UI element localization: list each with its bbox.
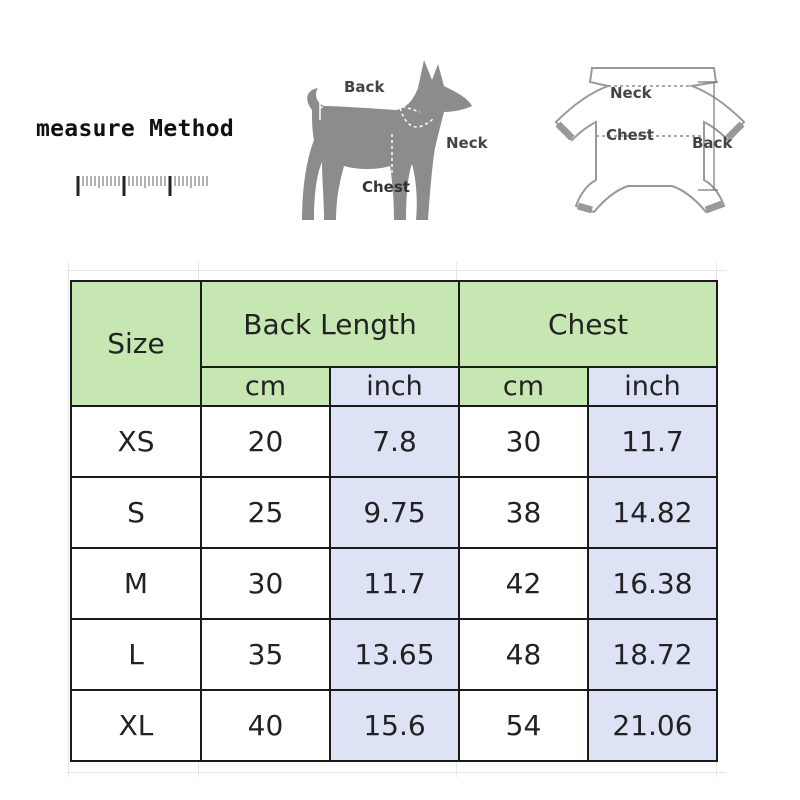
chest-inch-cell: 14.82: [588, 477, 717, 548]
dog-chest-label: Chest: [362, 178, 410, 196]
chest-cm-cell: 30: [459, 406, 588, 477]
table-row: [71, 477, 717, 548]
back-cm-cell: 30: [201, 548, 330, 619]
table-row: [71, 690, 717, 761]
chest-cm-cell: 48: [459, 619, 588, 690]
grid-line: [68, 262, 69, 777]
table-row: [71, 619, 717, 690]
dog-neck-label: Neck: [446, 134, 488, 152]
suit-measure-diagram: [548, 60, 748, 230]
chest-inch-cell: 21.06: [588, 690, 717, 761]
back-inch-cell: 9.75: [330, 477, 459, 548]
size-cell: XL: [71, 690, 201, 761]
back-inch-cell: 13.65: [330, 619, 459, 690]
chest-inch-cell: 11.7: [588, 406, 717, 477]
suit-neck-label: Neck: [610, 84, 652, 102]
size-header: Size: [71, 281, 201, 406]
chest-cm-cell: 42: [459, 548, 588, 619]
unit-header-back-cm: cm: [201, 367, 330, 406]
back-cm-cell: 35: [201, 619, 330, 690]
suit-back-label: Back: [692, 134, 733, 152]
size-cell: S: [71, 477, 201, 548]
size-cell: XS: [71, 406, 201, 477]
measure-method-title: measure Method: [36, 116, 235, 142]
chest-cm-cell: 54: [459, 690, 588, 761]
chest-inch-cell: 18.72: [588, 619, 717, 690]
suit-chest-label: Chest: [606, 126, 654, 144]
back-cm-cell: 25: [201, 477, 330, 548]
unit-header-back-inch: inch: [330, 367, 459, 406]
grid-line: [66, 270, 726, 271]
table-row: [71, 548, 717, 619]
unit-header-chest-inch: inch: [588, 367, 717, 406]
back-length-header: Back Length: [201, 281, 459, 367]
chest-inch-cell: 16.38: [588, 548, 717, 619]
size-chart-table: [70, 280, 718, 762]
back-inch-cell: 11.7: [330, 548, 459, 619]
chest-header: Chest: [459, 281, 717, 367]
table-header-row: [71, 281, 717, 367]
back-cm-cell: 20: [201, 406, 330, 477]
ruler-icon: [76, 168, 212, 198]
size-cell: M: [71, 548, 201, 619]
measure-method-section: [0, 0, 800, 260]
back-cm-cell: 40: [201, 690, 330, 761]
table-row: [71, 406, 717, 477]
back-inch-cell: 7.8: [330, 406, 459, 477]
grid-line: [66, 772, 726, 773]
size-cell: L: [71, 619, 201, 690]
chest-cm-cell: 38: [459, 477, 588, 548]
dog-measure-diagram: [296, 50, 486, 230]
back-inch-cell: 15.6: [330, 690, 459, 761]
dog-back-label: Back: [344, 78, 385, 96]
unit-header-chest-cm: cm: [459, 367, 588, 406]
